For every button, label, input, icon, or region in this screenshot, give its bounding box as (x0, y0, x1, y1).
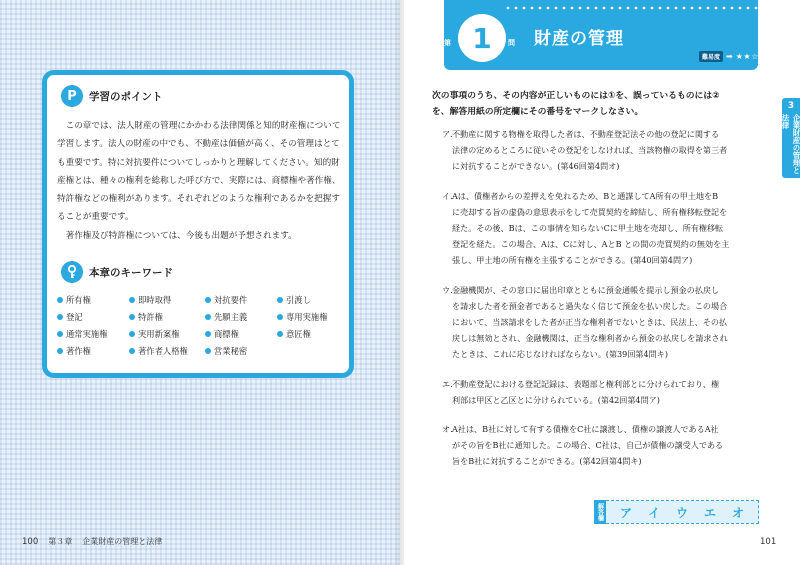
question-item (442, 421, 774, 470)
left-footer (22, 536, 162, 547)
keyword-item (205, 293, 277, 307)
keyword-item (129, 293, 205, 307)
question-title: 財産の管理 (534, 29, 624, 49)
learning-point-box (42, 70, 354, 378)
bullet-icon (129, 297, 135, 303)
bullet-icon (57, 314, 63, 320)
item-line: 張し、甲土地の所有権を主張することができる。(第40回第4問ア) (452, 255, 693, 266)
keyword-title: 本章のキーワード (89, 266, 173, 279)
point-line: この章では、法人財産の管理にかかわる法律関係と知的財産権につ (65, 121, 324, 131)
bullet-icon (57, 297, 63, 303)
learning-point-body (57, 117, 341, 245)
point-line: 著作権及び特許権については、今後も出題が予想されます。 (65, 230, 297, 241)
item-line: 不動産登記における登記記録は、表題部と権利部とに分けられており、権 (452, 378, 720, 389)
keyword-text: 意匠権 (286, 329, 311, 339)
keyword-item (57, 327, 129, 341)
question-items (442, 126, 774, 483)
keyword-text: 著作権 (66, 346, 91, 356)
bullet-icon (277, 297, 283, 303)
bullet-icon (205, 314, 211, 320)
difficulty-rating (699, 51, 759, 62)
answer-cells (606, 500, 759, 524)
keyword-text: 即時取得 (138, 295, 172, 305)
side-tab-number: 3 (787, 101, 795, 111)
question-number: 1 (472, 21, 492, 55)
keyword-item (205, 344, 277, 358)
keyword-text: 専用実施権 (286, 312, 328, 322)
item-id: オ. (442, 424, 453, 435)
item-line: 法律の定めるところに従いその登記をしなければ、当該物権の取得を第三者 (452, 145, 728, 156)
item-id: イ. (442, 190, 453, 201)
keyword-text: 営業秘密 (214, 346, 248, 356)
keyword-item (129, 327, 205, 341)
header-dots-decoration (504, 6, 774, 10)
keyword-text: 登記 (66, 312, 83, 322)
question-item (442, 282, 774, 363)
question-number-badge (458, 14, 506, 62)
bullet-icon (129, 331, 135, 337)
keyword-text: 所有権 (66, 295, 91, 305)
bullet-icon (57, 348, 63, 354)
answer-cell: ア (619, 505, 632, 520)
side-tab-text: 企業財産の管理と法律 (781, 114, 801, 174)
left-page (0, 0, 400, 565)
bullet-icon (277, 331, 283, 337)
badge-prefix: 第 (444, 39, 451, 47)
answer-label: 解答欄 (594, 500, 606, 524)
right-page (404, 0, 800, 565)
item-id: ウ. (442, 284, 453, 295)
answer-cell: エ (703, 505, 716, 520)
question-line: を、解答用紙の所定欄にその番号をマークしなさい。 (432, 107, 644, 117)
left-page-number: 100 (22, 536, 39, 547)
item-line: A社は、B社に対して有する債権をC社に譲渡し、債権の譲渡人であるA社 (452, 424, 719, 435)
item-line: を請求した者を預金者であると過失なく信じて預金を払い戻した。この場合 (452, 300, 728, 311)
question-item (442, 376, 774, 408)
point-line: 著作権、特許権などの権利があります。それぞれどのような権利である (57, 175, 341, 205)
arrow-right-icon: ➡ (726, 52, 733, 61)
chapter-title: 企業財産の管理と法律 (82, 537, 163, 546)
keyword-item (277, 293, 347, 307)
chapter-label: 第３章 (48, 537, 73, 546)
item-line: 利部は甲区と乙区とに分けられている。(第42回第4問ア) (452, 394, 660, 405)
learning-point-heading (61, 85, 163, 107)
p-badge-icon: P (61, 85, 83, 107)
keyword-item (277, 327, 347, 341)
question-instruction (432, 88, 772, 120)
question-item (442, 126, 774, 175)
difficulty-label: 難易度 (699, 51, 723, 62)
keyword-text: 特許権 (138, 312, 163, 322)
item-line: 旨をB社に対抗することができる。(第42回第4問キ) (452, 456, 642, 467)
bullet-icon (205, 348, 211, 354)
item-id: ア. (442, 129, 453, 139)
keyword-text: 先願主義 (214, 312, 248, 322)
star-rating-icon: ★★☆ (735, 52, 759, 61)
learning-point-title: 学習のポイント (89, 90, 163, 103)
keyword-text: 対抗要件 (214, 295, 248, 305)
item-line: 金融機関が、その窓口に届出印章とともに預金通帳を提示し預金の払戻し (452, 284, 720, 295)
right-page-number: 101 (760, 537, 777, 547)
keyword-item (205, 327, 277, 341)
keyword-item (205, 310, 277, 324)
bullet-icon (277, 314, 283, 320)
answer-cell: オ (731, 505, 744, 520)
point-line: とても重要です。特に対抗要件についてしっかりと理解してください。 (57, 139, 340, 168)
keyword-item (57, 344, 129, 358)
keyword-text: 引渡し (286, 295, 311, 305)
keyword-heading (61, 261, 173, 283)
bullet-icon (205, 331, 211, 337)
item-line: に対抗することができない。(第46回第4問オ) (452, 161, 620, 172)
item-line: において、当該請求をした者が正当な権利者でないときは、民法上、その払 (452, 317, 728, 328)
keyword-item (57, 310, 129, 324)
keyword-item (129, 344, 205, 358)
item-line: 戻しは無効とされ、金融機関は、正当な権利者から預金の払戻しを請求され (452, 333, 728, 344)
keyword-text: 著作者人格権 (138, 346, 188, 356)
keyword-item (129, 310, 205, 324)
point-paragraph (57, 117, 341, 227)
question-line: 次の事項のうち、その内容が正しいものには①を、誤っているものには② (432, 91, 720, 101)
item-line: 経た。その後、Bは、この事情を知らないCに甲土地を売却し、所有権移転 (452, 223, 724, 234)
answer-cell: ウ (675, 505, 688, 520)
item-id: エ. (442, 378, 453, 389)
keyword-item (57, 293, 129, 307)
question-item (442, 188, 774, 269)
keyword-list (57, 293, 347, 358)
point-paragraph (57, 227, 341, 245)
item-line: に売却する旨の虚偽の意思表示をして売買契約を締結し、所有権移転登記を (452, 206, 728, 217)
keyword-text: 実用新案権 (138, 329, 180, 339)
chapter-side-tab (782, 98, 800, 178)
keyword-item (277, 310, 347, 324)
bullet-icon (205, 297, 211, 303)
item-line: 登記を経た。この場合、Aは、Cに対し、AとB との間の売買契約の無効を主 (452, 239, 730, 250)
answer-sheet (594, 500, 759, 524)
key-icon (61, 261, 83, 283)
point-line: かを把握することが重要です。 (57, 194, 340, 223)
badge-suffix: 問 (508, 39, 515, 47)
bullet-icon (129, 314, 135, 320)
item-line: 不動産に関する物権を取得した者は、不動産登記法その他の登記に関する (452, 129, 720, 139)
keyword-text: 商標権 (214, 329, 239, 339)
keyword-text: 通常実施権 (66, 329, 108, 339)
bullet-icon (129, 348, 135, 354)
point-line: 知的財産権とは、種々の権利を総称した呼び方で、実際には、商標権や (57, 157, 340, 186)
item-line: がその旨をB社に通知した。この場合、C社は、自己が債権の譲受人である (452, 440, 724, 451)
bullet-icon (57, 331, 63, 337)
point-line: いて学習します。法人の財産の中でも、不動産は価値が高く、その管理は (57, 121, 341, 150)
answer-cell: イ (647, 505, 660, 520)
item-line: たときは、これに応じなければならない。(第39回第4問キ) (452, 349, 669, 360)
item-line: Aは、債権者からの差押えを免れるため、Bと通謀してA所有の甲土地をB (452, 190, 719, 201)
